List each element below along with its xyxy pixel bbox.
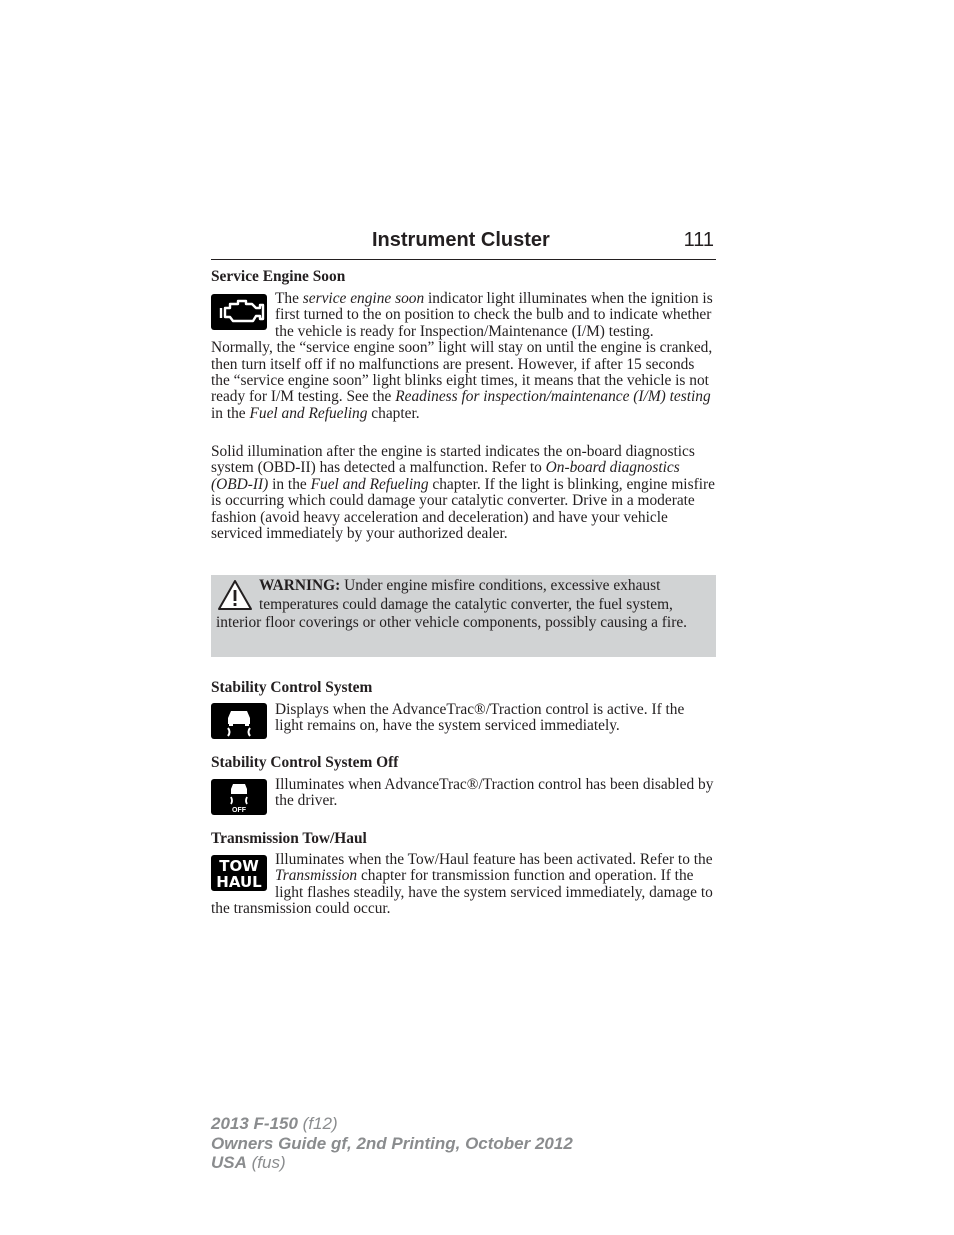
stability-control-text: Displays when the AdvanceTrac®/Traction control is active. If the light remains on, have the system serviced immediately. bbox=[275, 701, 685, 735]
service-engine-soon-paragraph: The service engine soon indicator light illuminates when the ignition is first turned to the on position to check the bulb and to indicate whether the vehicle is ready for Inspection/Maintenance (I/M) testing. Normally, the “service engine soon” light will stay on until the engine is cranked, then turn itself off if no malfunctions are present. However, if after 15 seconds the “service engine soon” light blinks eight times, it means that the vehicle is not ready for I/M testing. See the Readiness for inspection/maintenance (I/M) testing in the Fuel and Refueling chapter. bbox=[211, 290, 713, 422]
page-footer bbox=[211, 1114, 573, 1173]
svg-text:HAUL: HAUL bbox=[216, 873, 262, 891]
warning-triangle-icon bbox=[216, 577, 254, 613]
section-heading-stability-control-off: Stability Control System Off bbox=[211, 754, 399, 771]
footer-line-2: Owners Guide gf, 2nd Printing, October 2012 bbox=[211, 1133, 573, 1153]
icon-off-label: OFF bbox=[232, 807, 246, 814]
svg-text:TOW: TOW bbox=[219, 857, 259, 875]
page-header bbox=[211, 229, 716, 260]
section-heading-tow-haul: Transmission Tow/Haul bbox=[211, 830, 367, 847]
tow-haul-paragraph: TOW HAUL Illuminates when the Tow/Haul feature has been activated. Refer to the Transmission chapter for transmission function and operation. If the light flashes steadily, have the system serviced immediately, damage to the transmission could occur. bbox=[211, 851, 713, 918]
footer-line-1: 2013 F-150 (f12) bbox=[211, 1114, 338, 1133]
warning-text: Under engine misfire conditions, excessive exhaust temperatures could damage the catalytic converter, the fuel system, interior floor coverings or other vehicle components, possibly causing a fire. bbox=[216, 577, 687, 632]
section-heading-service-engine-soon: Service Engine Soon bbox=[211, 268, 346, 285]
page-number: 111 bbox=[683, 229, 714, 251]
stability-control-off-text: Illuminates when AdvanceTrac®/Traction control has been disabled by the driver. bbox=[275, 776, 714, 810]
footer-line-3: USA (fus) bbox=[211, 1153, 286, 1172]
stability-control-off-icon bbox=[211, 779, 267, 815]
chapter-title: Instrument Cluster bbox=[372, 229, 550, 251]
tow-haul-icon bbox=[211, 855, 267, 891]
obd-paragraph: Solid illumination after the engine is started indicates the on-board diagnostics system (OBD-II) has detected a malfunction. Refer to On-board diagnostics (OBD-II) in the Fuel and Refueling chapter. If the light is blinking, engine misfire is occurring which could damage your catalytic converter. Drive in a moderate fashion (avoid heavy acceleration and deceleration) and have your vehicle serviced immediately by your authorized dealer. bbox=[211, 443, 715, 543]
check-engine-icon bbox=[211, 294, 267, 330]
warning-label: WARNING: bbox=[259, 577, 341, 594]
section-heading-stability-control: Stability Control System bbox=[211, 679, 373, 696]
warning-box bbox=[211, 575, 716, 657]
stability-control-icon bbox=[211, 703, 267, 739]
